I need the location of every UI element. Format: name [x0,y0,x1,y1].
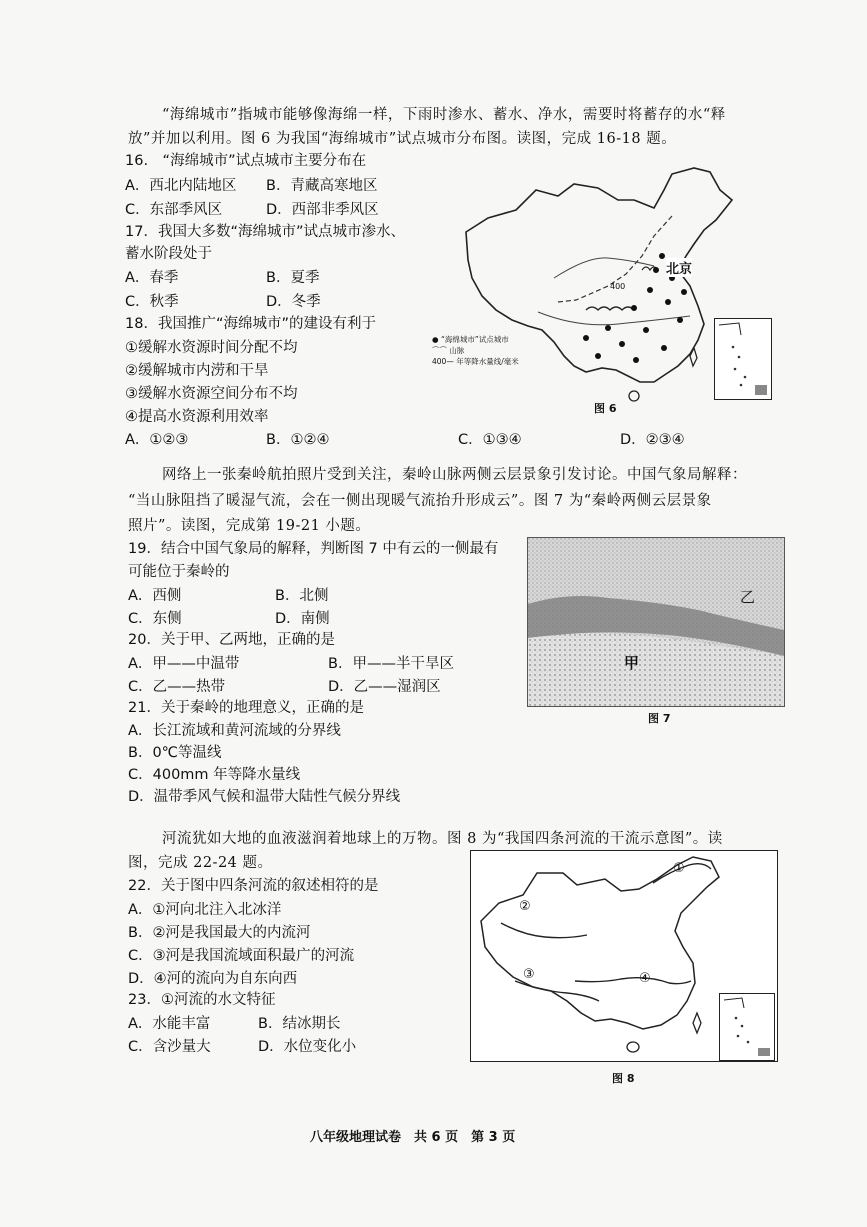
inset-islands [720,994,774,1060]
mountain-symbol-icon: ⌒⌒ [432,346,447,355]
legend-city: ● “海绵城市”试点城市 [432,335,509,344]
q21-option-a[interactable]: A．长江流域和黄河流域的分界线 [128,723,341,739]
q23-option-c[interactable]: C．含沙量大 [128,1039,211,1055]
q19-option-b[interactable]: B．北侧 [275,588,329,604]
q23-option-b[interactable]: B．结冰期长 [258,1016,341,1032]
yangtze-river [538,312,690,325]
page-footer: 八年级地理试卷 共 6 页 第 3 页 [310,1130,516,1145]
question-20: 20．关于甲、乙两地，正确的是 [128,632,335,648]
q16-option-b[interactable]: B．青藏高寒地区 [266,178,378,194]
q22-option-a[interactable]: A．①河向北注入北冰洋 [128,902,282,918]
label-jia: 甲 [624,654,640,672]
q23-option-d[interactable]: D．水位变化小 [258,1039,357,1055]
beijing-label: 北京 [666,258,692,277]
q16-option-d[interactable]: D．西部非季风区 [266,202,379,218]
q17-option-a[interactable]: A．春季 [125,270,179,286]
figure-6-map [432,160,776,410]
inset-islands [715,319,771,399]
south-china-sea-inset [714,318,772,400]
section3-intro-line2: 图，完成 22-24 题。 [128,855,273,871]
q21-option-c[interactable]: C．400mm 年等降水量线 [128,767,301,783]
river-label-3: ③ [523,967,535,982]
label-yi: 乙 [740,588,756,606]
question-19-line2: 可能位于秦岭的 [128,564,230,580]
q17-option-d[interactable]: D．冬季 [266,294,321,310]
q23-option-a[interactable]: A．水能丰富 [128,1016,211,1032]
river-label-4: ④ [639,971,651,986]
river-4-yangtze [575,978,691,984]
q20-option-a[interactable]: A．甲——中温带 [128,656,240,672]
section1-intro-line2: 放”并加以利用。图 6 为我国“海绵城市”试点城市分布图。读图，完成 16-18 题。 [128,131,677,147]
fig6-legend [432,334,519,367]
q16-option-a[interactable]: A．西北内陆地区 [125,178,237,194]
q19-option-d[interactable]: D．南侧 [275,611,330,627]
q18-statement-2: ②缓解城市内涝和干旱 [125,363,269,379]
yellow-river [554,258,654,278]
river-label-2: ② [519,899,531,914]
china-outline [481,857,719,1029]
question-23: 23．①河流的水文特征 [128,992,276,1008]
south-china-sea-inset [719,993,775,1061]
river-2-tarim [501,923,587,938]
figure-8-map [470,850,778,1062]
q18-option-a[interactable]: A．①②③ [125,432,189,448]
section2-intro-line2: “当山脉阻挡了暖湿气流，会在一侧出现暖气流抬升形成云”。图 7 为“秦岭两侧云层景象 [128,493,712,509]
isoline-400-label: 400 [610,282,626,291]
q18-statement-3: ③缓解水资源空间分布不均 [125,386,298,402]
figure-8-caption: 图 8 [612,1072,635,1085]
figure-7-photo [527,537,785,707]
q19-option-a[interactable]: A．西侧 [128,588,182,604]
q18-option-c[interactable]: C．①③④ [458,432,522,448]
question-22: 22．关于图中四条河流的叙述相符的是 [128,878,379,894]
question-21: 21．关于秦岭的地理意义，正确的是 [128,700,364,716]
hainan-island [627,1042,639,1052]
q17-option-b[interactable]: B．夏季 [266,270,320,286]
q21-option-b[interactable]: B．0℃等温线 [128,745,222,761]
qinling-cloud-photo [528,538,784,706]
q16-option-c[interactable]: C．东部季风区 [125,202,223,218]
question-16: 16. “海绵城市”试点城市主要分布在 [125,153,367,169]
q18-option-b[interactable]: B．①②④ [266,432,330,448]
section1-intro-line1: “海绵城市”指城市能够像海绵一样，下雨时渗水、蓄水、净水，需要时将蓄存的水“释 [162,107,726,123]
q22-option-c[interactable]: C．③河是我国流域面积最广的河流 [128,948,355,964]
figure-7-caption: 图 7 [648,712,671,725]
q17-option-c[interactable]: C．秋季 [125,294,179,310]
section2-intro-line3: 照片”。读图，完成第 19-21 小题。 [128,518,371,534]
hainan-island [629,391,639,401]
question-17-line2: 蓄水阶段处于 [125,246,212,262]
q20-option-d[interactable]: D．乙——湿润区 [328,679,441,695]
q22-option-b[interactable]: B．②河是我国最大的内流河 [128,925,311,941]
legend-isoline: 400— 年等降水量线/毫米 [432,357,519,366]
question-17-line1: 17．我国大多数“海绵城市”试点城市渗水、 [125,224,405,240]
q18-statement-4: ④提高水资源利用效率 [125,409,269,425]
q21-option-d[interactable]: D．温带季风气候和温带大陆性气候分界线 [128,789,401,805]
question-18: 18．我国推广“海绵城市”的建设有利于 [125,316,376,332]
section3-intro-line1: 河流犹如大地的血液滋润着地球上的万物。图 8 为“我国四条河流的干流示意图”。读 [162,831,723,847]
q20-option-b[interactable]: B．甲——半干旱区 [328,656,454,672]
legend-dot-icon: ● [432,335,439,344]
river-label-1: ① [673,861,685,876]
q19-option-c[interactable]: C．东侧 [128,611,182,627]
taiwan-island [693,1013,701,1033]
legend-mountain: ⌒⌒ 山脉 [432,346,465,355]
q22-option-d[interactable]: D．④河的流向为自东向西 [128,971,298,987]
q18-option-d[interactable]: D．②③④ [620,432,685,448]
section2-intro-line1: 网络上一张秦岭航拍照片受到关注，秦岭山脉两侧云层景象引发讨论。中国气象局解释： [162,467,747,483]
figure-6-caption: 图 6 [594,402,617,415]
question-19-line1: 19．结合中国气象局的解释，判断图 7 中有云的一侧最有 [128,541,499,557]
mountain-range-qinling [586,307,634,310]
q20-option-c[interactable]: C．乙——热带 [128,679,226,695]
q18-statement-1: ①缓解水资源时间分配不均 [125,340,298,356]
